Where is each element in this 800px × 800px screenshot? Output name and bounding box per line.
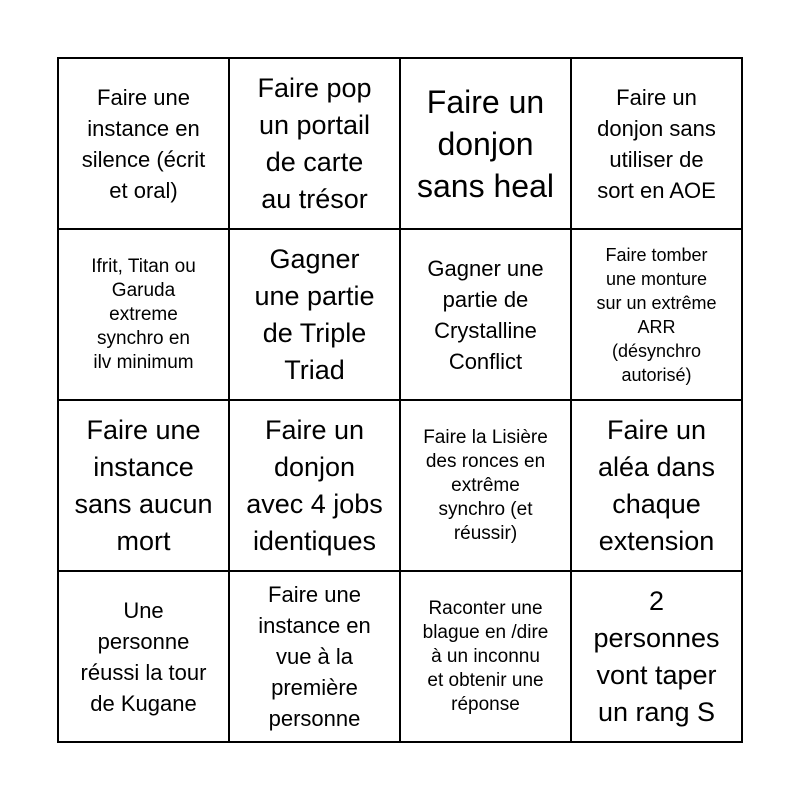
bingo-cell-4[interactable]: Faire un donjon sans utiliser de sort en AOE: [571, 58, 742, 229]
bingo-cell-9[interactable]: Faire une instance sans aucun mort: [58, 400, 229, 571]
bingo-cell-1[interactable]: Faire une instance en silence (écrit et oral): [58, 58, 229, 229]
bingo-board: [57, 57, 743, 743]
bingo-cell-15[interactable]: Raconter une blague en /dire à un inconnu et obtenir une réponse: [400, 571, 571, 742]
bingo-cell-7[interactable]: Gagner une partie de Crystalline Conflict: [400, 229, 571, 400]
bingo-cell-16[interactable]: 2 personnes vont taper un rang S: [571, 571, 742, 742]
bingo-cell-13[interactable]: Une personne réussi la tour de Kugane: [58, 571, 229, 742]
bingo-cell-14[interactable]: Faire une instance en vue à la première personne: [229, 571, 400, 742]
bingo-cell-12[interactable]: Faire un aléa dans chaque extension: [571, 400, 742, 571]
bingo-cell-10[interactable]: Faire un donjon avec 4 jobs identiques: [229, 400, 400, 571]
bingo-cell-6[interactable]: Gagner une partie de Triple Triad: [229, 229, 400, 400]
bingo-cell-2[interactable]: Faire pop un portail de carte au trésor: [229, 58, 400, 229]
bingo-cell-3[interactable]: Faire un donjon sans heal: [400, 58, 571, 229]
bingo-cell-8[interactable]: Faire tomber une monture sur un extrême ARR (désynchro autorisé): [571, 229, 742, 400]
bingo-cell-11[interactable]: Faire la Lisière des ronces en extrême synchro (et réussir): [400, 400, 571, 571]
bingo-cell-5[interactable]: Ifrit, Titan ou Garuda extreme synchro en ilv minimum: [58, 229, 229, 400]
